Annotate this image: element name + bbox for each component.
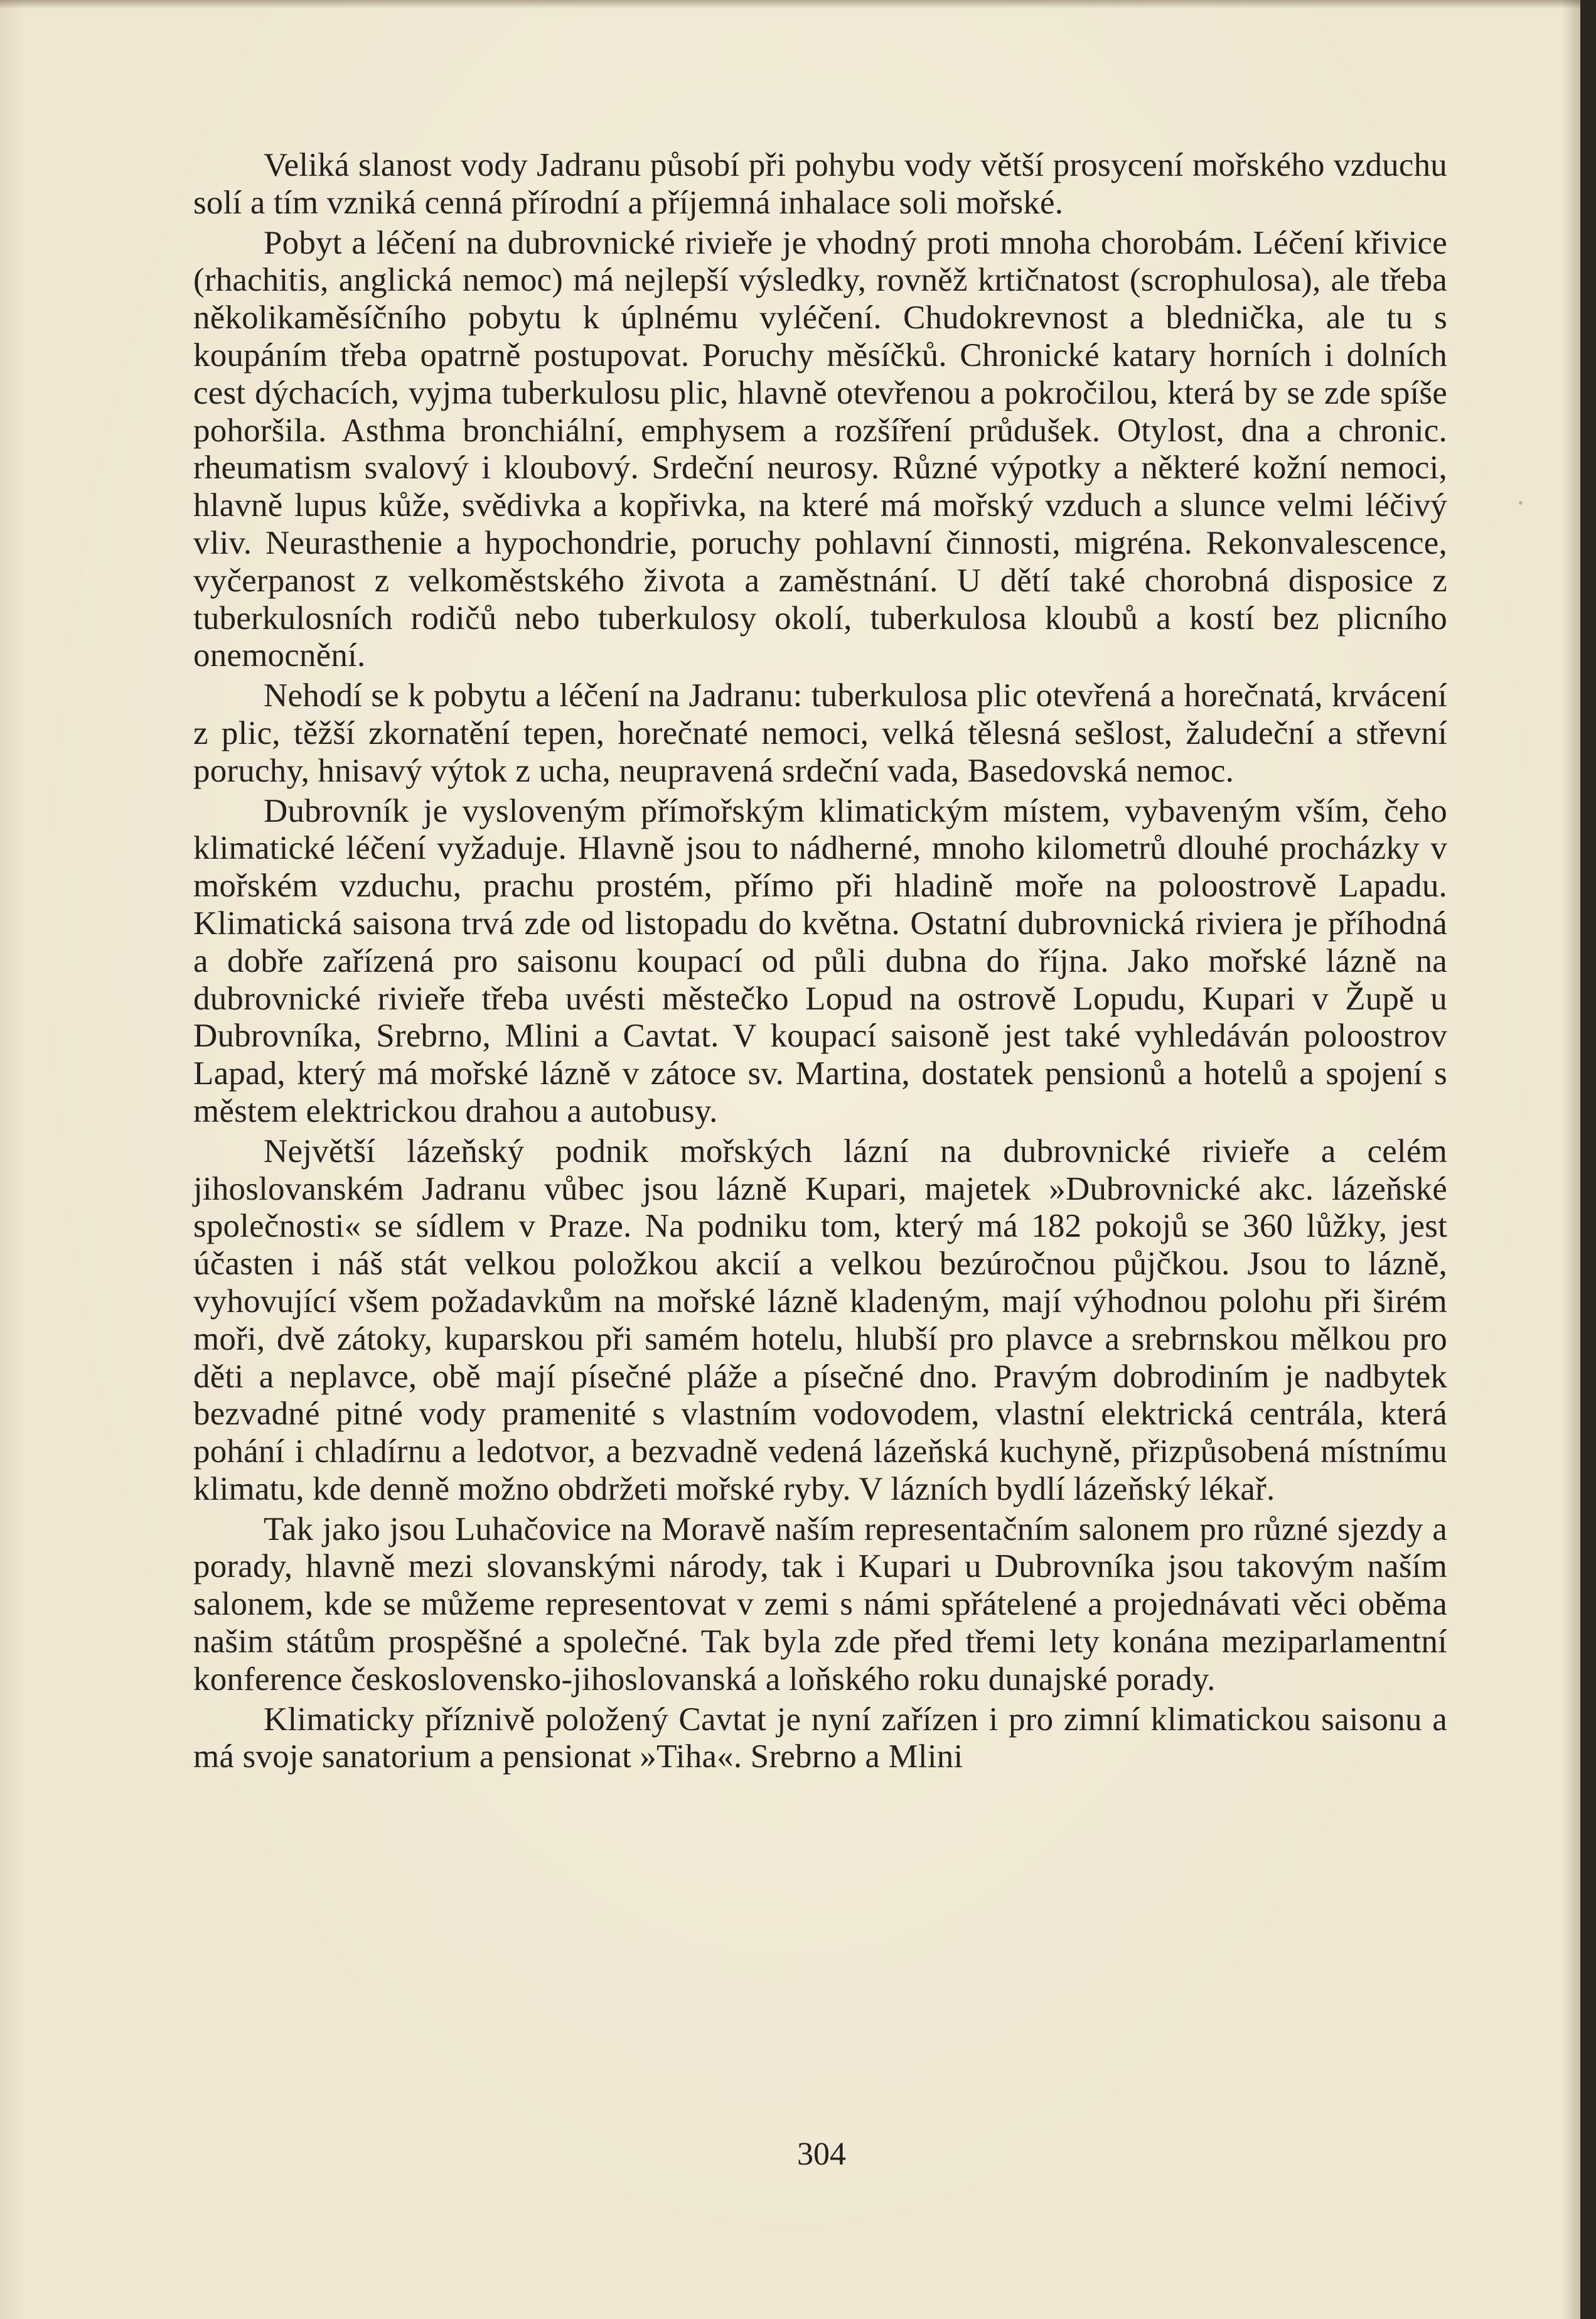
paragraph-contraindications: Nehodí se k pobytu a léčení na Jadranu: tuberkulosa plic otevřená a horečnatá, krvácení z plic, těžší zkornatění tepen, horečnaté nemoci, velká tělesná sešlost, žaludeční a střevní poruchy, hnisavý výtok z ucha, neupravená srdeční vada, Basedovská nemoc. [193,677,1447,789]
paragraph-representation: Tak jako jsou Luhačovice na Moravě naším representačním salonem pro různé sjezdy a porady, hlavně mezi slovanskými národy, tak i Kupari u Dubrovníka jsou takovým naším salonem, kde se můžeme representovat v zemi s námi spřátelené a projednávati věci oběma našim státům prospěšné a společné. Tak byla zde před třemi lety konána meziparlamentní konference československo-jihoslovanská a loňského roku dunajské porady. [193,1510,1447,1698]
paragraph-kupari-spa: Největší lázeňský podnik mořských lázní na dubrovnické rivieře a celém jihoslovanském Jadranu vůbec jsou lázně Kupari, majetek »Dubrovnické akc. lázeňské společnosti« se sídlem v Praze. Na podniku tom, který má 182 pokojů se 360 lůžky, jest účasten i náš stát velkou položkou akcií a velkou bezúročnou půjčkou. Jsou to lázně, vyhovující všem požadavkům na mořské lázně kladeným, mají výhodnou polohu při širém moři, dvě zátoky, kuparskou při samém hotelu, hlubší pro plavce a srebrnskou mělkou pro děti a neplavce, obě mají písečné pláže a písečné dno. Pravým dobrodiním je nadbytek bezvadné pitné vody pramenité s vlastním vodovodem, vlastní elektrická centrála, která pohání i chladírnu a ledotvor, a bezvadně vedená lázeňská kuchyně, přizpůsobená místnímu klimatu, kde denně možno obdržeti mořské ryby. V lázních bydlí lázeňský lékař. [193,1133,1447,1507]
paragraph-indications: Pobyt a léčení na dubrovnické rivieře je vhodný proti mnoha chorobám. Léčení křivice (rhachitis, anglická nemoc) má nejlepší výsledky, rovněž krtičnatost (scrophulosa), ale třeba několikaměsíčního pobytu k úplnému vyléčení. Chudokrevnost a blednička, ale tu s koupáním třeba opatrně postupovat. Poruchy měsíčků. Chronické katary horních i dolních cest dýchacích, vyjma tuberkulosu plic, hlavně otevřenou a pokročilou, která by se zde spíše pohoršila. Asthma bronchiální, emphysem a rozšíření průdušek. Otylost, dna a chronic. rheumatism svalový i kloubový. Srdeční neurosy. Různé výpotky a některé kožní nemoci, hlavně lupus kůže, svědivka a kopřivka, na které má mořský vzduch a slunce velmi léčivý vliv. Neurasthenie a hypochondrie, poruchy pohlavní činnosti, migréna. Rekonvalescence, vyčerpanost z velkoměstského života a zaměstnání. U dětí také chorobná disposice z tuberkulosních rodičů nebo tuberkulosy okolí, tuberkulosa kloubů a kostí bez plicního onemocnění. [193,224,1447,674]
paragraph-cavtat: Klimaticky příznivě položený Cavtat je nyní zařízen i pro zimní klimatickou saisonu a má svoje sanatorium a pensionat »Tiha«. Srebrno a Mlini [193,1701,1447,1775]
book-spine-edge [1580,0,1596,2319]
page-top-shadow [0,0,1580,9]
body-text [193,147,1447,1778]
page-number: 304 [797,2136,846,2172]
paper-speck [1519,501,1523,505]
paragraph-dubrovnik-climate: Dubrovník je vysloveným přímořským klimatickým místem, vybaveným vším, čeho klimatické léčení vyžaduje. Hlavně jsou to nádherné, mnoho kilometrů dlouhé procházky v mořském vzduchu, prachu prostém, přímo při hladině moře na poloostrově Lapadu. Klimatická saisona trvá zde od listopadu do května. Ostatní dubrovnická riviera je příhodná a dobře zařízená pro saisonu koupací od půli dubna do října. Jako mořské lázně na dubrovnické rivieře třeba uvésti městečko Lopud na ostrově Lopudu, Kupari v Župě u Dubrovníka, Srebrno, Mlini a Cavtat. V koupací saisoně jest také vyhledáván poloostrov Lapad, který má mořské lázně v zátoce sv. Martina, dostatek pensionů a hotelů a spojení s městem elektrickou drahou a autobusy. [193,792,1447,1129]
paragraph-inhalation: Veliká slanost vody Jadranu působí při pohybu vody větší prosycení mořského vzduchu solí a tím vzniká cenná přírodní a příjemná inhalace soli mořské. [193,147,1447,221]
